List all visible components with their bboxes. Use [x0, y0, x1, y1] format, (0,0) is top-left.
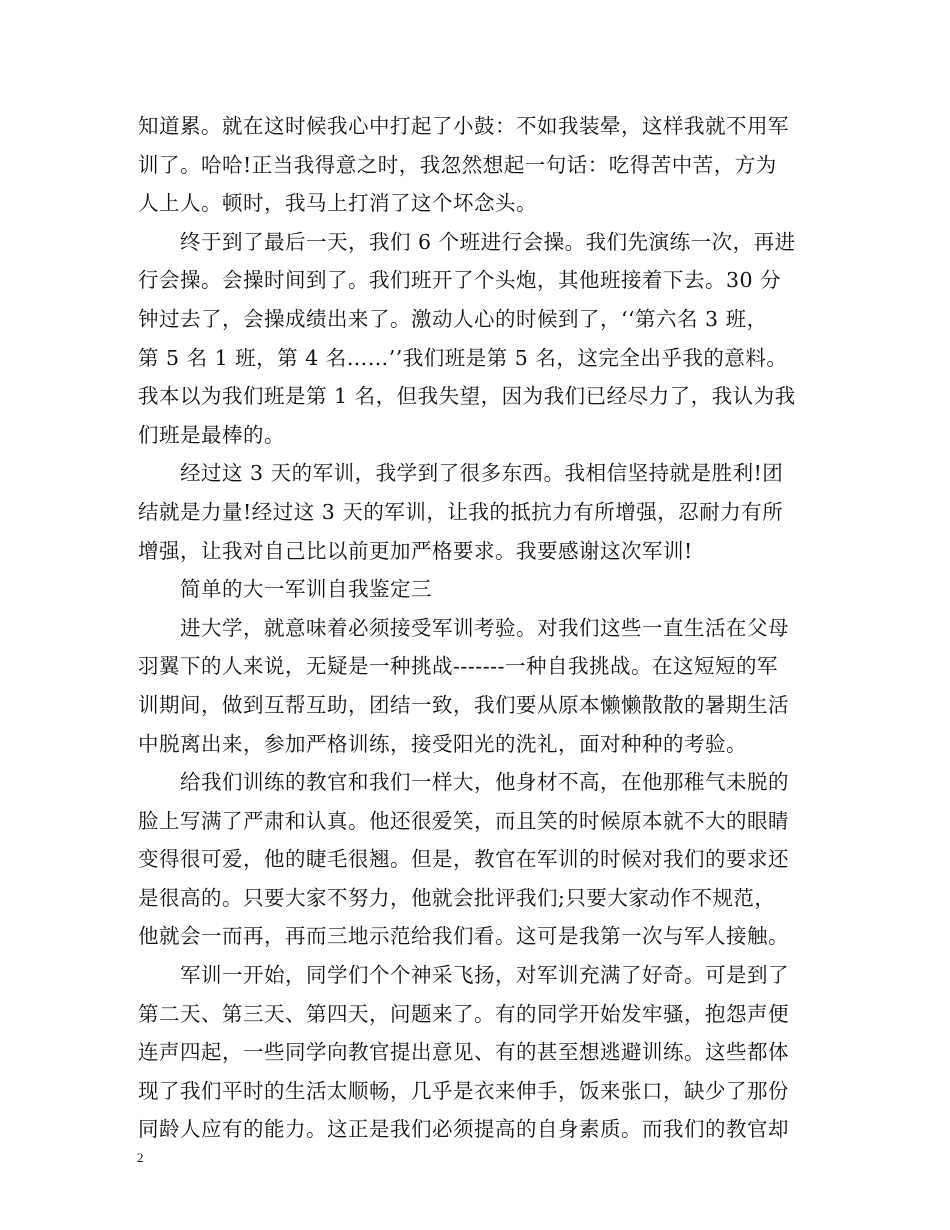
section-heading: 简单的大一军训自我鉴定三: [180, 577, 432, 602]
text-line: 脸上写满了严肃和认真。他还很爱笑，而且笑的时候原本就不大的眼睛: [138, 808, 789, 833]
text-line: 钟过去了，会操成绩出来了。激动人心的时候到了，‘‘第六名 3 班，: [138, 306, 768, 331]
paragraph-first-line: 给我们训练的教官和我们一样大，他身材不高，在他那稚气未脱的: [180, 770, 789, 795]
text-line: 羽翼下的人来说，无疑是一种挑战-------一种自我挑战。在这短短的军: [138, 654, 778, 679]
text-line: 是很高的。只要大家不努力，他就会批评我们;只要大家动作不规范，: [138, 885, 776, 910]
text-line: 第二天、第三天、第四天，问题来了。有的同学开始发牢骚，抱怨声便: [138, 1001, 789, 1026]
text-line: 同龄人应有的能力。这正是我们必须提高的自身素质。而我们的教官却: [138, 1117, 789, 1142]
paragraph-first-line: 军训一开始，同学们个个神采飞扬，对军训充满了好奇。可是到了: [180, 963, 789, 988]
paragraph-first-line: 终于到了最后一天，我们 6 个班进行会操。我们先演练一次，再进: [180, 229, 796, 254]
paragraph-first-line: 经过这 3 天的军训，我学到了很多东西。我相信坚持就是胜利!团: [180, 461, 784, 486]
text-line: 结就是力量!经过这 3 天的军训，让我的抵抗力有所增强，忍耐力有所: [138, 499, 784, 524]
text-line: 行会操。会操时间到了。我们班开了个头炮，其他班接着下去。30 分: [138, 268, 782, 293]
text-line: 们班是最棒的。: [138, 422, 285, 447]
text-line: 第 5 名 1 班，第 4 名……’’我们班是第 5 名，这完全出乎我的意料。: [138, 345, 788, 370]
text-line: 中脱离出来，参加严格训练，接受阳光的洗礼，面对种种的考验。: [138, 731, 747, 756]
page-number: 2: [137, 1150, 144, 1165]
text-line: 人上人。顿时，我马上打消了这个坏念头。: [138, 191, 537, 216]
text-line: 他就会一而再，再而三地示范给我们看。这可是我第一次与军人接触。: [138, 924, 789, 949]
paragraph-first-line: 进大学，就意味着必须接受军训考验。对我们这些一直生活在父母: [180, 615, 789, 640]
text-line: 增强，让我对自己比以前更加严格要求。我要感谢这次军训!: [138, 538, 693, 563]
text-line: 我本以为我们班是第 1 名，但我失望，因为我们已经尽力了，我认为我: [138, 384, 796, 409]
text-line: 知道累。就在这时候我心中打起了小鼓：不如我装晕，这样我就不用军: [138, 114, 789, 138]
text-line: 训期间，做到互帮互助，团结一致，我们要从原本懒懒散散的暑期生活: [138, 692, 789, 717]
text-line: 现了我们平时的生活太顺畅，几乎是衣来伸手，饭来张口，缺少了那份: [138, 1078, 789, 1103]
text-line: 变得很可爱，他的睫毛很翘。但是，教官在军训的时候对我们的要求还: [138, 847, 789, 872]
body-text: [138, 107, 818, 1149]
text-line: 连声四起，一些同学向教官提出意见、有的甚至想逃避训练。这些都体: [138, 1040, 789, 1065]
text-line: 训了。哈哈!正当我得意之时，我忽然想起一句话：吃得苦中苦，方为: [138, 152, 777, 177]
